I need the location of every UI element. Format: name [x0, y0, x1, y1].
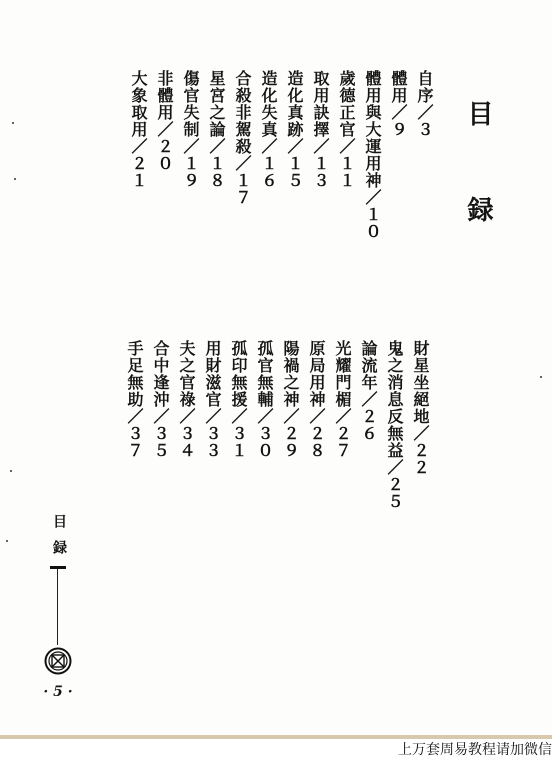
toc-entry: 合殺非駕殺／１７ — [233, 70, 252, 206]
toc-entry: 星宮之論／１８ — [207, 70, 226, 189]
toc-entry: 論流年／２６ — [359, 340, 378, 442]
page-title: 目 録 — [463, 100, 493, 244]
toc-entry: 體用與大運用神／１０ — [363, 70, 382, 240]
toc-entry: 歲德正官／１１ — [337, 70, 356, 189]
scan-speck — [6, 540, 8, 542]
toc-entry: 手足無助／３７ — [125, 340, 144, 459]
toc-entry: 孤印無援／３１ — [229, 340, 248, 459]
toc-entry: 原局用神／２８ — [307, 340, 326, 459]
footer-text: 上万套周易教程请加微信 — [398, 742, 552, 758]
toc-entry: 自序／３ — [415, 70, 434, 138]
toc-entry: 非體用／２０ — [155, 70, 174, 172]
side-rule-bar — [50, 566, 66, 569]
scan-speck — [12, 122, 14, 124]
scan-speck — [14, 178, 16, 180]
page-number: · 5 · — [43, 684, 73, 700]
toc-entry: 財星坐絕地／２２ — [411, 340, 430, 476]
emblem-icon — [44, 647, 72, 675]
toc-entry: 孤官無輔／３０ — [255, 340, 274, 459]
toc-entry: 體用／９ — [389, 70, 408, 138]
toc-entry: 傷官失制／１９ — [181, 70, 200, 189]
scan-speck — [540, 376, 542, 378]
toc-entry: 夫之官祿／３４ — [177, 340, 196, 459]
toc-entry: 鬼之消息反無益／２５ — [385, 340, 404, 510]
toc-entry: 造化失真／１６ — [259, 70, 278, 189]
side-rule-line — [57, 569, 58, 645]
toc-entry: 合中逢沖／３５ — [151, 340, 170, 459]
toc-entry: 造化真跡／１５ — [285, 70, 304, 189]
scan-speck — [10, 470, 12, 472]
toc-entry: 用財滋官／３３ — [203, 340, 222, 459]
side-running-header: 目録 — [51, 514, 67, 566]
toc-entry: 取用訣擇／１３ — [311, 70, 330, 189]
toc-entry: 大象取用／２１ — [129, 70, 148, 189]
footer-bar — [0, 739, 552, 761]
toc-entry: 陽禍之神／２９ — [281, 340, 300, 459]
toc-entry: 光耀門楣／２７ — [333, 340, 352, 459]
